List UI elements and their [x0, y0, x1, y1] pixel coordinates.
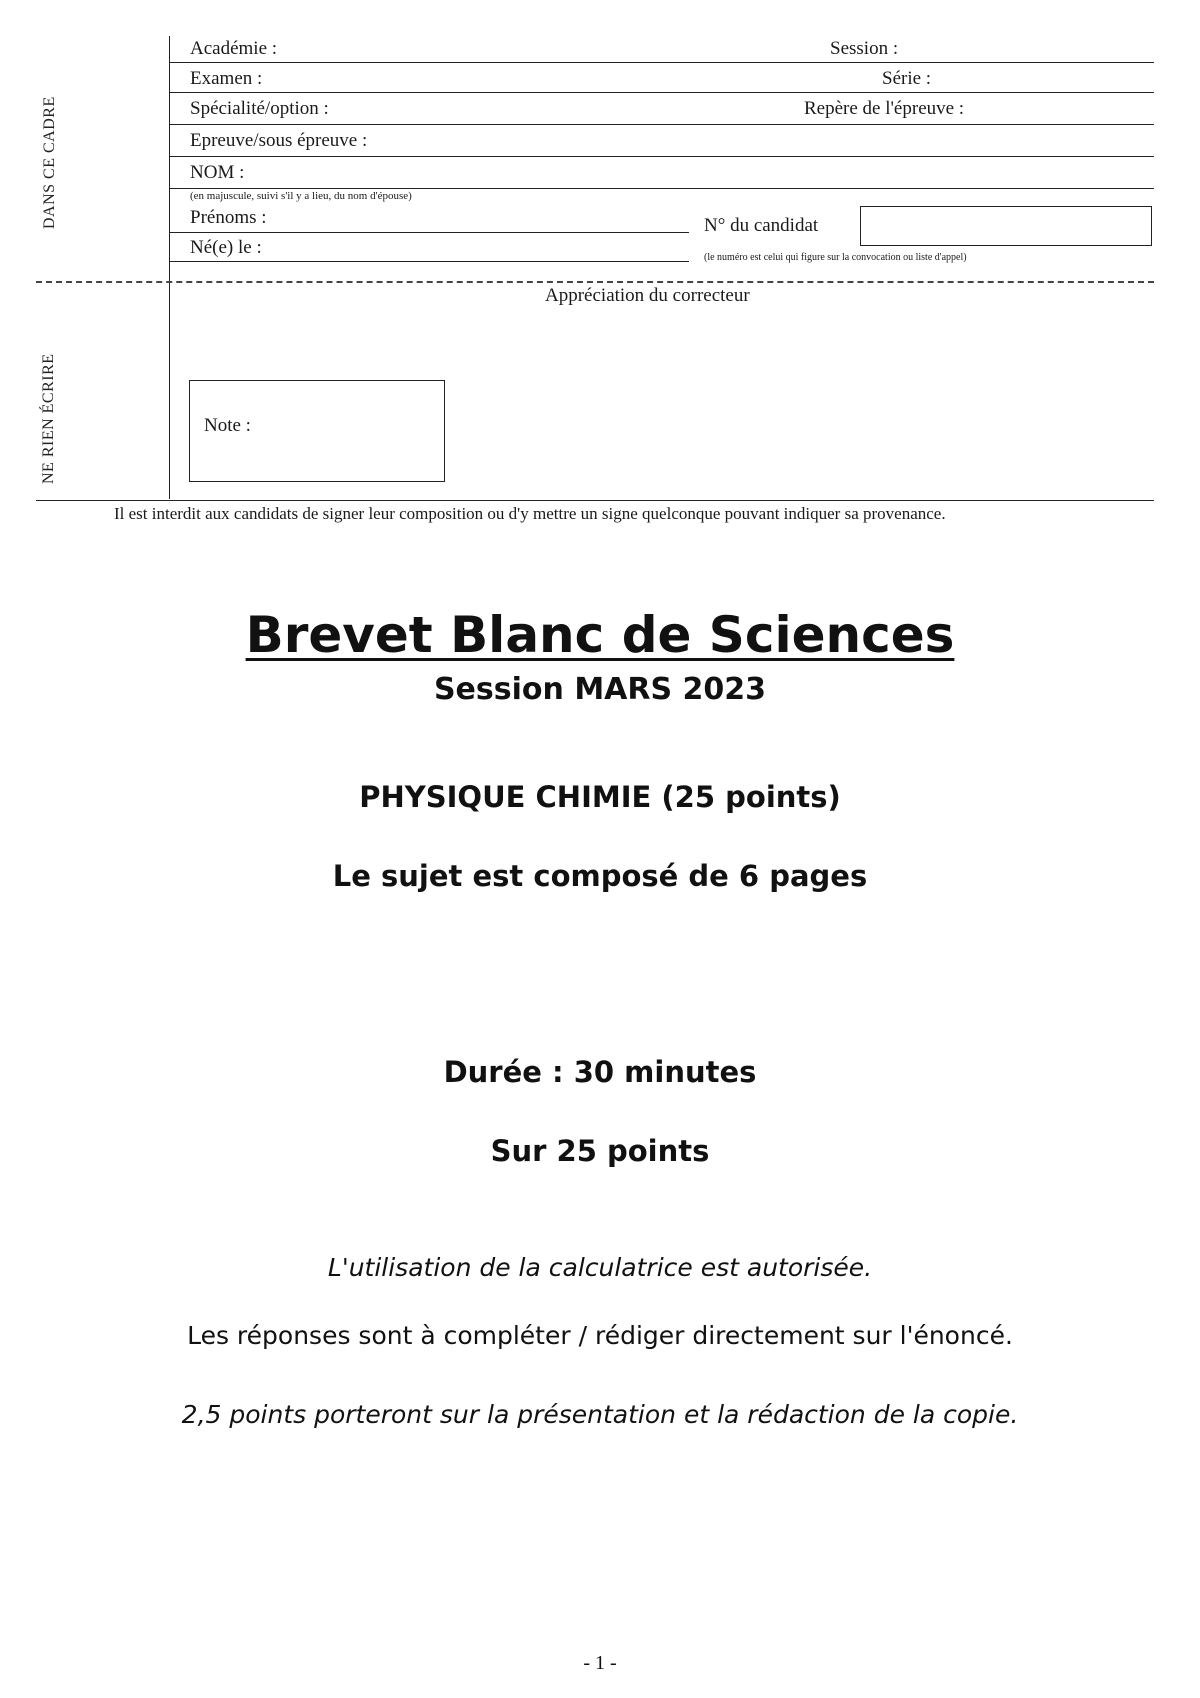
- side-label-bottom: NE RIEN ÉCRIRE: [40, 353, 57, 484]
- appreciation-label: Appréciation du correcteur: [545, 285, 750, 306]
- row-rule: [169, 92, 1154, 93]
- epreuve-label: Epreuve/sous épreuve :: [190, 130, 368, 151]
- bottom-rule: [36, 500, 1154, 501]
- row-rule: [169, 261, 689, 262]
- note-label: Note :: [204, 415, 251, 436]
- document-title: Brevet Blanc de Sciences: [245, 606, 955, 664]
- note-box[interactable]: [189, 380, 445, 482]
- session-text: Session MARS 2023: [433, 672, 767, 707]
- nom-label: NOM :: [190, 162, 245, 183]
- candidat-number-box[interactable]: [860, 206, 1152, 246]
- row-rule: [169, 62, 1154, 63]
- session-label: Session :: [830, 38, 899, 59]
- row-rule: [169, 188, 1154, 189]
- points-text: Sur 25 points: [490, 1134, 710, 1168]
- dashed-separator: [36, 281, 1154, 283]
- duration-text: Durée : 30 minutes: [443, 1055, 757, 1089]
- ne-label: Né(e) le :: [190, 237, 262, 258]
- answers-note: Les réponses sont à compléter / rédiger directement sur l'énoncé.: [187, 1321, 1013, 1350]
- row-rule: [169, 156, 1154, 157]
- presentation-note: 2,5 points porteront sur la présentation et la rédaction de la copie.: [181, 1400, 1019, 1429]
- examen-label: Examen :: [190, 68, 263, 89]
- page-number: - 1 -: [583, 1652, 617, 1674]
- warning-text: Il est interdit aux candidats de signer leur composition ou d'y mettre un signe quelconque pouvant indiquer sa provenance.: [114, 504, 946, 523]
- prenoms-label: Prénoms :: [190, 207, 267, 228]
- nom-hint: (en majuscule, suivi s'il y a lieu, du nom d'épouse): [190, 190, 412, 202]
- subject-text: PHYSIQUE CHIMIE (25 points): [359, 780, 841, 814]
- repere-label: Repère de l'épreuve :: [804, 98, 965, 119]
- side-label-top: DANS CE CADRE: [41, 96, 58, 229]
- header-vertical-rule: [169, 36, 170, 499]
- calculator-note: L'utilisation de la calculatrice est autorisée.: [327, 1253, 873, 1282]
- candidat-label: N° du candidat: [704, 215, 819, 236]
- pages-text: Le sujet est composé de 6 pages: [332, 859, 868, 893]
- academie-label: Académie :: [190, 38, 278, 59]
- row-rule: [169, 124, 1154, 125]
- row-rule: [169, 232, 689, 233]
- candidat-hint: (le numéro est celui qui figure sur la convocation ou liste d'appel): [704, 252, 967, 263]
- specialite-label: Spécialité/option :: [190, 98, 329, 119]
- serie-label: Série :: [882, 68, 932, 89]
